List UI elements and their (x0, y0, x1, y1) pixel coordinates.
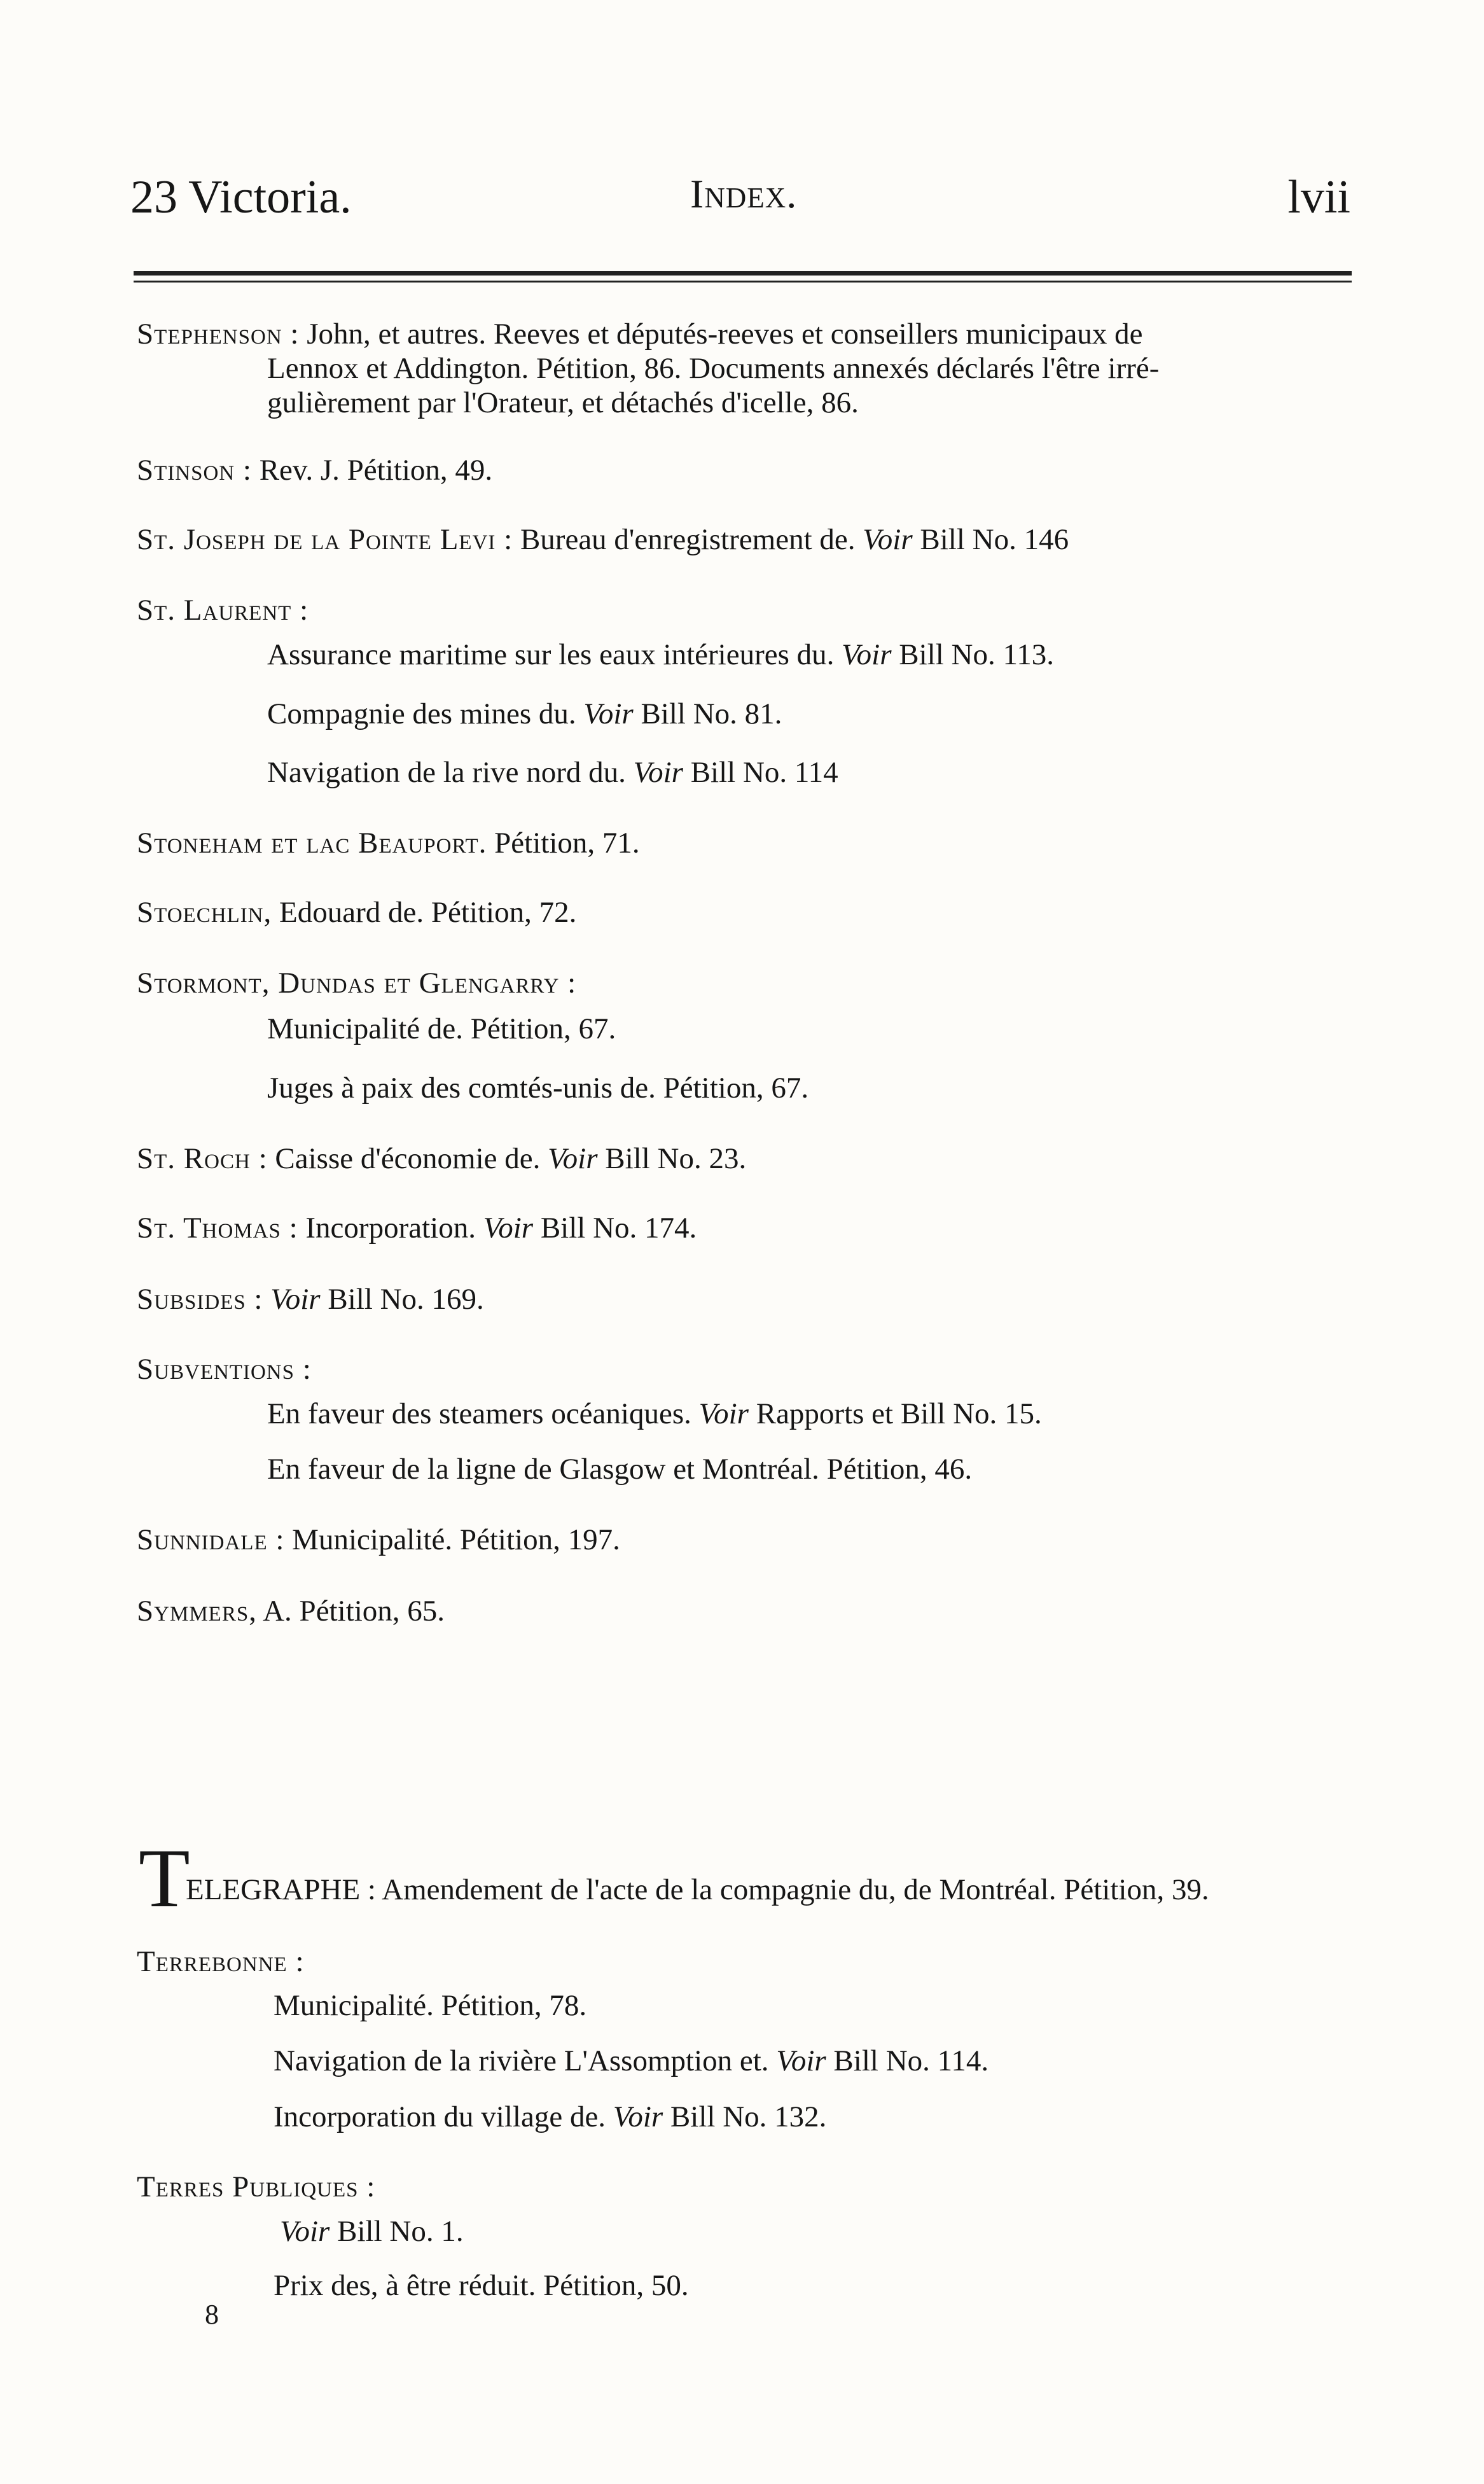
entry-text: John, et autres. Reeves et députés-reeves et conseillers municipaux de (307, 317, 1143, 351)
entry-st-thomas (137, 1211, 1352, 1245)
voir-label: Voir (842, 638, 892, 671)
bill-ref: Rapports et Bill No. 15. (756, 1397, 1042, 1430)
entry-head: Stinson : (137, 454, 252, 487)
entry-head: St. Thomas : (137, 1211, 298, 1245)
bill-ref: Bill No. 146 (920, 523, 1069, 556)
entry-head: Stephenson : (137, 317, 300, 351)
sub-entry: Assurance maritime sur les eaux intérieures du. Voir Bill No. 113. (267, 638, 1054, 671)
entry-stoneham (137, 826, 1352, 860)
header-rule-thick (134, 271, 1352, 276)
entry-text: Pétition, 71. (494, 827, 640, 860)
entry-head: Terrebonne : (137, 1945, 305, 1978)
voir-label: Voir (270, 1283, 321, 1316)
entry-terrebonne (137, 1944, 1352, 1979)
entry-telegraphe (186, 1873, 1209, 1907)
voir-label: Voir (280, 2215, 330, 2248)
entry-head: Stoechlin, (137, 896, 272, 929)
drop-cap: T (139, 1831, 190, 1925)
entry-head: Subventions : (137, 1353, 312, 1386)
sub-entry: Navigation de la rive nord du. Voir Bill No. 114 (267, 756, 838, 789)
entry-head: Terres Publiques : (137, 2170, 376, 2203)
sub-entry: En faveur des steamers océaniques. Voir Rapports et Bill No. 15. (267, 1397, 1042, 1430)
entry-text: Bureau d'enregistrement de. (520, 523, 856, 556)
entry-stoechlin (137, 895, 1352, 930)
sub-entry: En faveur de la ligne de Glasgow et Montréal. Pétition, 46. (267, 1453, 973, 1486)
entry-sunnidale (137, 1523, 1352, 1557)
bill-ref: Bill No. 81. (641, 697, 782, 730)
entry-text: Municipalité. Pétition, 197. (292, 1523, 620, 1556)
bill-ref: Bill No. 114. (833, 2044, 989, 2077)
entry-text: Caisse d'économie de. (275, 1142, 541, 1175)
entry-head: Subsides : (137, 1283, 263, 1316)
bill-ref: Bill No. 169. (328, 1283, 484, 1316)
entry-text: Amendement de l'acte de la compagnie du, de Montréal. Pétition, 39. (382, 1873, 1209, 1906)
sub-entry: Municipalité. Pétition, 78. (274, 1989, 587, 2022)
entry-subsides (137, 1282, 1352, 1316)
entry-text: Lennox et Addington. Pétition, 86. Documents annexés déclarés l'être irré- (267, 352, 1160, 385)
header-rule-thin (134, 281, 1352, 283)
sub-entry: Navigation de la rivière L'Assomption et. Voir Bill No. 114. (274, 2044, 989, 2077)
header-title: Index. (690, 171, 798, 216)
bill-ref: Bill No. 113. (899, 638, 1054, 671)
entry-text: Rev. J. Pétition, 49. (259, 454, 493, 487)
entry-symmers (137, 1594, 1352, 1628)
header-volume: 23 Victoria. (130, 171, 352, 223)
entry-head: Stoneham et lac Beauport. (137, 827, 487, 860)
entry-head: St. Laurent : (137, 594, 309, 627)
entry-st-roch (137, 1141, 1352, 1176)
bill-ref: Bill No. 174. (540, 1211, 697, 1245)
entry-head: St. Roch : (137, 1142, 268, 1175)
entry-terres-publiques (137, 2170, 1352, 2204)
running-head (130, 171, 1350, 241)
sub-entry: Juges à paix des comtés-unis de. Pétition, 67. (267, 1071, 809, 1105)
voir-label: Voir (633, 756, 683, 789)
voir-label: Voir (583, 697, 634, 730)
signature-mark: 8 (205, 2299, 219, 2330)
sub-entry (280, 2214, 464, 2249)
voir-label: Voir (776, 2044, 826, 2077)
bill-ref: Bill No. 132. (670, 2100, 827, 2133)
entry-stinson (137, 453, 1352, 487)
entry-st-joseph (137, 522, 1352, 557)
entry-head: Symmers, (137, 1594, 257, 1628)
bill-ref: Bill No. 114 (690, 756, 838, 789)
sub-entry: Compagnie des mines du. Voir Bill No. 81. (267, 697, 782, 730)
entry-text: Edouard de. Pétition, 72. (279, 896, 577, 929)
voir-label: Voir (698, 1397, 749, 1430)
voir-label: Voir (548, 1142, 598, 1175)
entry-head: Sunnidale : (137, 1523, 285, 1556)
entry-head: St. Joseph de la Pointe Levi : (137, 523, 513, 556)
voir-label: Voir (483, 1211, 534, 1245)
entry-text: A. Pétition, 65. (263, 1594, 445, 1628)
bill-ref: Bill No. 23. (605, 1142, 747, 1175)
sub-entry: Municipalité de. Pétition, 67. (267, 1012, 616, 1045)
sub-entry: Prix des, à être réduit. Pétition, 50. (274, 2269, 689, 2302)
entry-stephenson (137, 317, 1352, 420)
entry-subventions (137, 1352, 1352, 1386)
entry-text: gulièrement par l'Orateur, et détachés d'icelle, 86. (267, 386, 859, 419)
header-page-number: lvii (1287, 171, 1350, 223)
voir-label: Voir (613, 2100, 663, 2133)
sub-entry: Incorporation du village de. Voir Bill No. 132. (274, 2100, 827, 2133)
entry-head: ELEGRAPHE : (186, 1873, 376, 1906)
entry-st-laurent (137, 593, 1352, 627)
entry-text: Incorporation. (305, 1211, 476, 1245)
bill-ref: Bill No. 1. (337, 2215, 464, 2248)
entry-head: Stormont, Dundas et Glengarry : (137, 966, 577, 1000)
voir-label: Voir (863, 523, 913, 556)
entry-stormont (137, 966, 1352, 1000)
